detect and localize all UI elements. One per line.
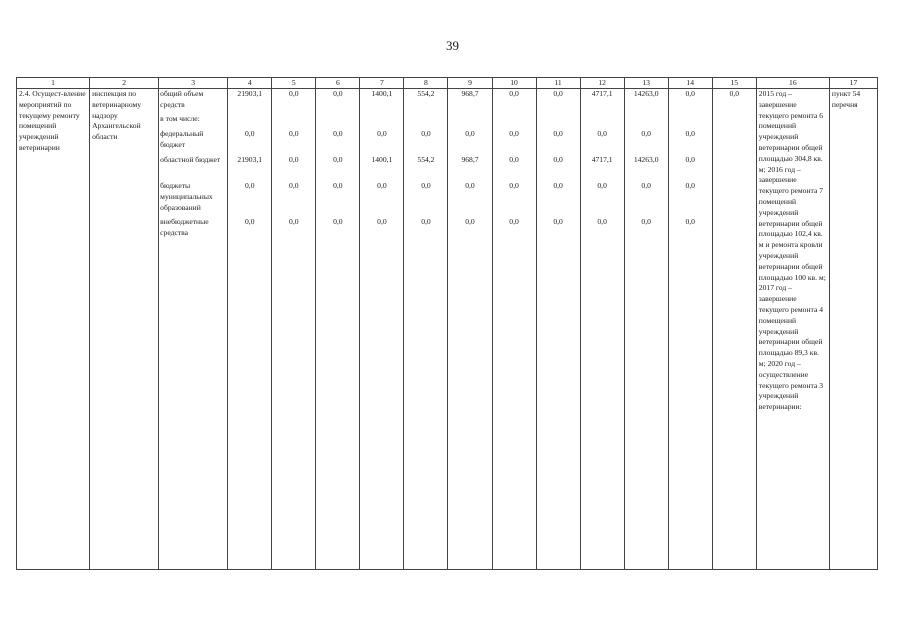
value: 0,0	[509, 155, 519, 164]
note-cell: пункт 54 перечня	[829, 89, 877, 570]
value: 0,0	[509, 217, 519, 226]
column-number: 10	[492, 78, 536, 89]
value: 0,0	[245, 181, 255, 190]
column-number: 14	[668, 78, 712, 89]
value: 14263,0	[633, 89, 659, 98]
value: 0,0	[685, 155, 695, 164]
value: 0,0	[685, 181, 695, 190]
value-cell	[712, 89, 756, 570]
column-number-row	[17, 78, 878, 89]
executor-cell: инспекция по ветеринарному надзору Архангельской области	[90, 89, 159, 570]
value: 0,0	[553, 89, 563, 98]
column-number: 12	[580, 78, 624, 89]
value: 0,0	[289, 181, 299, 190]
value: 0,0	[333, 89, 343, 98]
source-label: федеральный бюджет	[160, 129, 204, 149]
source-label: внебюджетные средства	[160, 217, 209, 237]
column-number: 3	[159, 78, 228, 89]
column-number: 16	[756, 78, 829, 89]
value: 0,0	[421, 181, 431, 190]
value: 14263,0	[633, 155, 659, 164]
value: 1400,1	[371, 89, 393, 98]
value: 0,0	[333, 217, 343, 226]
source-label: бюджеты муниципальных образований	[160, 181, 213, 212]
value: 0,0	[509, 89, 519, 98]
value: 0,0	[729, 89, 740, 98]
value-cell	[316, 89, 360, 570]
value: 0,0	[685, 129, 695, 138]
column-number: 11	[536, 78, 580, 89]
column-number: 8	[404, 78, 448, 89]
result-cell: 2015 год – завершение текущего ремонта 6 помещений учреждений ветеринарии общей площадью 304,8 кв. м; 2016 год – завершение текущего ремонта 7 помещений учреждений ветеринарии общей площадью 102,4 кв. м и ремонта кровли учреждений ветеринарии общей площадью 100 кв. м; 2017 год – завершение текущего ремонта 4 помещений учреждений ветеринарии общей площадью 89,3 кв. м; 2020 год – осуществление текущего ремонта 3 учреждений ветеринарии:	[756, 89, 829, 570]
value: 0,0	[553, 155, 563, 164]
value: 554,2	[417, 89, 435, 98]
column-number: 4	[228, 78, 272, 89]
value: 0,0	[597, 129, 607, 138]
value-cell	[228, 89, 272, 570]
value-cell	[624, 89, 668, 570]
value: 4717,1	[591, 89, 613, 98]
value: 0,0	[245, 217, 255, 226]
value-cell	[360, 89, 404, 570]
value: 0,0	[597, 181, 607, 190]
value: 0,0	[465, 129, 475, 138]
value: 0,0	[245, 129, 255, 138]
column-number: 1	[17, 78, 90, 89]
column-number: 5	[272, 78, 316, 89]
value: 0,0	[289, 89, 299, 98]
value: 21903,1	[237, 89, 263, 98]
source-label: областной бюджет	[160, 155, 221, 164]
value: 0,0	[377, 129, 387, 138]
value-cell	[492, 89, 536, 570]
value: 0,0	[289, 217, 299, 226]
value: 0,0	[421, 129, 431, 138]
column-number: 9	[448, 78, 492, 89]
value: 0,0	[377, 181, 387, 190]
page-number: 39	[446, 38, 459, 53]
value: 968,7	[461, 89, 479, 98]
value: 0,0	[553, 129, 563, 138]
value-cell	[272, 89, 316, 570]
value: 0,0	[289, 129, 299, 138]
source-label: общий объем средств	[160, 89, 204, 109]
value: 0,0	[465, 181, 475, 190]
value: 968,7	[461, 155, 479, 164]
column-number: 13	[624, 78, 668, 89]
value: 0,0	[509, 181, 519, 190]
value: 0,0	[553, 217, 563, 226]
value: 554,2	[417, 155, 435, 164]
value: 0,0	[465, 217, 475, 226]
value-cell	[580, 89, 624, 570]
activity-cell: 2.4. Осущест-вление мероприятий по текущему ремонту помещений учреждений ветеринарии	[17, 89, 90, 570]
value: 0,0	[421, 217, 431, 226]
value: 0,0	[641, 129, 651, 138]
source-cell	[159, 89, 228, 570]
value-cell	[668, 89, 712, 570]
value: 0,0	[289, 155, 299, 164]
value: 0,0	[333, 181, 343, 190]
value: 0,0	[377, 217, 387, 226]
value: 0,0	[597, 217, 607, 226]
source-label: в том числе:	[160, 114, 200, 123]
value: 21903,1	[237, 155, 263, 164]
column-number: 7	[360, 78, 404, 89]
value: 0,0	[685, 217, 695, 226]
value: 0,0	[333, 129, 343, 138]
value-cell	[536, 89, 580, 570]
column-number: 17	[829, 78, 877, 89]
table-row	[17, 89, 878, 570]
value: 0,0	[333, 155, 343, 164]
value-cell	[448, 89, 492, 570]
program-table	[16, 77, 878, 570]
value: 0,0	[685, 89, 695, 98]
value: 1400,1	[371, 155, 393, 164]
value: 0,0	[553, 181, 563, 190]
column-number: 15	[712, 78, 756, 89]
value: 0,0	[509, 129, 519, 138]
value: 0,0	[641, 181, 651, 190]
value: 4717,1	[591, 155, 613, 164]
column-number: 2	[90, 78, 159, 89]
value-cell	[404, 89, 448, 570]
column-number: 6	[316, 78, 360, 89]
value: 0,0	[641, 217, 651, 226]
